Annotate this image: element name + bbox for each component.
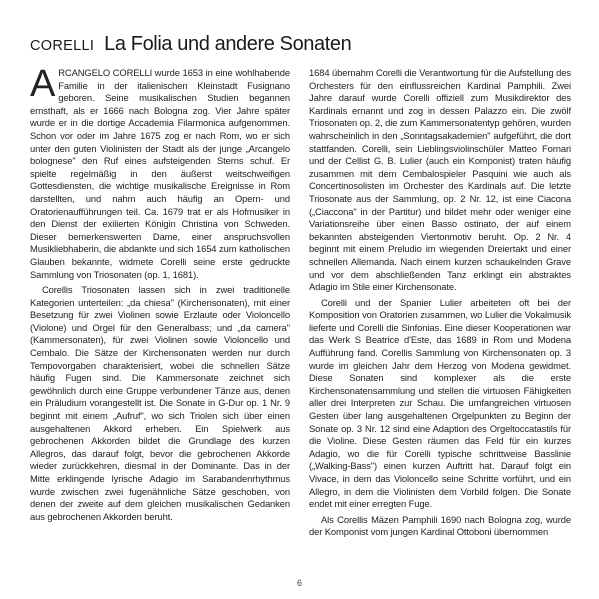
left-column	[30, 63, 290, 526]
paragraph	[30, 63, 290, 281]
paragraph: 1684 übernahm Corelli die Verantwortung für die Aufstellung des Orchesters für den einflussreichen Kardinal Pamphili. Zwei Jahre darauf wurde Corelli offiziell zum Musikdirektor des Kardinals ernannt und zog in dessen Palazzo ein. Die zwölf Triosonaten op. 2, die zum Kammersonatentyp gehören, wurden wahrscheinlich in den „Sonntagsakademien" aufgeführt, die dort stattfanden. Corelli, sein Lieblingsviolinschüler Matteo Fornari und der Cellist G. B. Lulier (auch ein Komponist) traten häufig zusammen mit dem Cembalospieler Pasquini wie auch als Concertinosolisten im Orchester des Kardinals auf. Die letzte Triosonate aus der Sammlung, op. 2 Nr. 12, ist eine Ciacona („Ciaccona" in der Partitur) und bildet mehr oder weniger eine Variationsreihe über einen Basso ostinato, der auf einem bekannten absteigenden Viertonmotiv beruht. Op. 2 Nr. 4 beginnt mit einem Preludio im wiegenden Dreiertakt und einer schnellen Allemanda. Nach einem kurzen schaukelnden Grave und vor dem abschließenden Tanz erklingt ein abstraktes Adagio im Stile einer Kirchensonate.	[309, 67, 571, 293]
page-header	[30, 33, 351, 56]
drop-cap: A	[30, 63, 56, 105]
right-column	[309, 67, 571, 542]
paragraph: Corellis Triosonaten lassen sich in zwei traditionelle Kategorien unterteilen: „da chiesa" (Kirchensonaten), mit einer Besetzung für zwei Violinen sowie Erzlaute oder Violoncello (Violone) und Orgel für den Generalbass; und „da camera" (Kammersonaten), für zwei Violinen sowie Violoncello und Cembalo. Die Sätze der Kirchensonaten werden nur durch Tempovorgaben charakterisiert, wobei die schnellen Sätze häufig Fugen sind. Die Kammersonate zeichnet sich gewöhnlich durch eine Gruppe verbundener Tänze aus, denen ein Präludium vorangestellt ist. Die Sonate in G-Dur op. 1 Nr. 9 beginnt mit einem „Aufruf", wo sich Triolen sich über einen ausgehaltenen Akkord erheben. Ein Spielwerk aus gebrochenen Akkorden bildet die Grundlage des kurzen Allegros, das darauf folgt, bevor die gebrochenen Akkorde wieder zurückkehren, diesmal in der Dominante. Das in der Mitte erklingende lyrische Adagio im Sarabandenrhythmus wurde zwischen zwei fugenähnliche Sätze geschoben, von denen der zweite auf dem gleichen musikalischen Gedanken aus gebrochenen Akkorden beruht.	[30, 284, 290, 522]
page-number: 6	[296, 578, 302, 588]
page-title: La Folia und andere Sonaten	[104, 33, 352, 55]
composer-name: CORELLI	[30, 38, 95, 54]
paragraph: Als Corellis Mäzen Pamphili 1690 nach Bologna zog, wurde der Komponist vom jungen Kardinal Ottoboni übernommen	[309, 513, 571, 538]
paragraph: Corelli und der Spanier Lulier arbeiteten oft bei der Komposition von Oratorien zusammen, wo Lulier die Vokalmusik lieferte und Corelli die Sinfonias. Eine dieser Kooperationen war das Werk S Beatrice d'Este, das 1689 in Rom und Modena Aufführung fand. Corellis Sammlung von Kirchensonaten op. 3 wurde im gleichen Jahr dem Herzog von Modena gewidmet. Diese Sonaten sind komplexer als die erste Kirchensonatensammlung und stellen die virtuosen Fähigkeiten aller drei Interpreten zur Schau. Die umfangreichen virtuosen Gesten über lang ausgehaltenen Orgelpunkten zu Beginn der Sonate op. 3 Nr. 12 sind eine Adaption des Orgeltoccatastils für die Violine. Diese Gesten räumen das Feld für ein kurzes Adagio, wo die für Corelli typische schrittweise Basslinie („Walking-Bass") einen kurzen Auftritt hat. Darauf folgt ein Vivace, in dem das Violoncello seine Schritte vorführt, und ein Allegro, in dem die Violinisten dem Vorbild folgen. Die Sonate endet mit einer erregten Fuge.	[309, 296, 571, 510]
paragraph-text: RCANGELO CORELLI wurde 1653 in eine wohlhabende Familie in der italienischen Kleinstadt Fusignano geboren. Seine musikalischen Studien begannen ernsthaft, als er 1666 nach Bologna zog. Vier Jahre später wurde er in die dortige Accademia Filarmonica aufgenommen. Schon vor oder im Jahre 1675 zog er nach Rom, wo er sich unter den guten Violinisten der Stadt als der junge „Arcangelo bolognese" den Ruf eines aufsteigenden Sterns schuf. Er spielte regelmäßig in den äußerst weitschweifigen Gottesdiensten, die wichtige musikalische Ereignisse in Rom darstellten, und nahm auch häufig an Opern- und Oratorienaufführungen teil. Ca. 1679 trat er als Hofmusiker in den Dienst der exilierten Königin Christina von Schweden. Dieser bemerkenswerten Dame, einer anspruchsvollen Musikliebhaberin, die abdankte und sich 1654 zum katholischen Glauben bekannte, widmete Corelli seine erste gedruckte Sammlung von Triosonaten (op. 1, 1681).	[30, 67, 290, 280]
